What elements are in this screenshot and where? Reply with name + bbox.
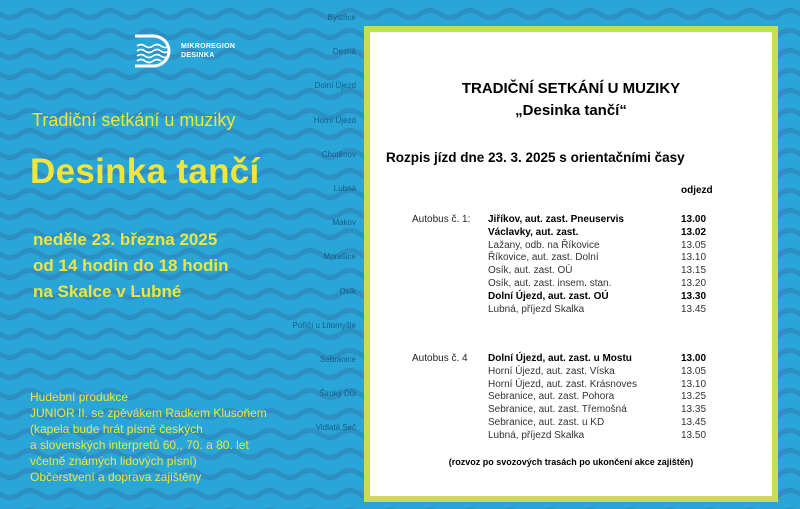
stop-name: Sebranice, aut. zast. u KD xyxy=(488,417,605,428)
village-name: Makov xyxy=(332,218,356,228)
village-name: Lubná xyxy=(333,184,356,193)
sheet-heading: Rozpis jízd dne 23. 3. 2025 s orientačními časy xyxy=(386,150,685,165)
event-subtitle: Tradiční setkání u muziky xyxy=(32,110,236,130)
stop-name: Václavky, aut. zast. xyxy=(488,226,579,238)
schedule-row xyxy=(488,366,718,379)
departure-time: 13.10 xyxy=(681,378,707,390)
schedule-row xyxy=(488,252,718,265)
departure-time: 13.15 xyxy=(681,265,707,277)
logo xyxy=(133,34,235,68)
event-when xyxy=(33,227,229,305)
departure-time: 13.50 xyxy=(681,429,707,441)
stop-name: Osík, aut. zast. insem. stan. xyxy=(488,278,612,289)
stop-name: Lubná, příjezd Skalka xyxy=(488,429,585,441)
schedule-row xyxy=(488,404,718,417)
departure-time: 13.25 xyxy=(681,391,707,403)
village-name: Desná xyxy=(332,47,356,57)
village-name: Osík xyxy=(339,286,356,296)
production-line: včetně známých lidových písní) xyxy=(30,454,197,468)
stop-name: Horní Újezd, aut. zast. Krásnoves xyxy=(488,378,637,390)
stop-name: Lubná, příjezd Skalka xyxy=(488,303,585,315)
logo-text xyxy=(181,42,235,60)
village-name: Dolní Újezd xyxy=(314,81,356,91)
stop-name: Dolní Újezd, aut. zast. OÚ xyxy=(488,290,609,302)
sheet-title: TRADIČNÍ SETKÁNÍ U MUZIKY xyxy=(461,80,681,97)
departure-time: 13.10 xyxy=(681,252,707,264)
logo-line2: DESINKA xyxy=(181,52,215,59)
village-name: Chotěnov xyxy=(321,149,356,159)
stop-name: Lažany, odb. na Říkovice xyxy=(488,239,600,251)
schedule-row xyxy=(488,430,718,443)
departure-time: 13.00 xyxy=(681,353,707,364)
departure-time: 13.45 xyxy=(681,417,707,428)
desinka-logo-icon xyxy=(133,34,177,68)
sheet-note: (rozvoz po svozových trasách po ukončení akce zajištěn) xyxy=(448,457,694,467)
stop-name: Sebranice, aut. zast. Třemošná xyxy=(488,404,627,416)
sheet-subtitle: „Desinka tančí“ xyxy=(515,102,627,119)
stop-name: Jiříkov, aut. zast. Pneuservis xyxy=(488,214,624,225)
departure-time: 13.45 xyxy=(681,303,707,315)
schedule-row xyxy=(488,353,718,366)
event-time: od 14 hodin do 18 hodin xyxy=(33,256,229,275)
village-name: Bystřice xyxy=(327,13,356,22)
departure-time: 13.05 xyxy=(681,239,707,251)
stop-name: Dolní Újezd, aut. zast. u Mostu xyxy=(488,353,632,364)
stop-name: Říkovice, aut. zast. Dolní xyxy=(488,252,599,264)
production-info xyxy=(30,389,267,485)
production-line: (kapela bude hrát písně českých xyxy=(30,422,203,436)
departure-time: 13.02 xyxy=(681,226,707,238)
schedule-row xyxy=(488,240,718,253)
schedule-sheet xyxy=(364,26,778,502)
schedule-row xyxy=(488,214,718,227)
production-line: JUNIOR II. se zpěvákem Radkem Klusoňem xyxy=(30,406,267,420)
event-place: na Skalce v Lubné xyxy=(33,282,182,301)
schedule-row xyxy=(488,304,718,317)
departure-time: 13.35 xyxy=(681,404,707,416)
bus-label: Autobus č. 4 xyxy=(412,353,468,364)
schedule-row xyxy=(488,379,718,392)
schedule-row xyxy=(488,278,718,291)
village-name: Poříčí u Litomyšle xyxy=(292,320,356,330)
schedule-row xyxy=(488,265,718,278)
schedule-row xyxy=(488,391,718,404)
stop-name: Osík, aut. zast. OÚ xyxy=(488,265,573,277)
schedule-row xyxy=(488,291,718,304)
departure-time: 13.00 xyxy=(681,214,707,225)
village-name: Horní Újezd xyxy=(313,115,356,125)
production-line: a slovenských interpretů 60., 70. a 80. let xyxy=(30,438,249,452)
departure-time: 13.30 xyxy=(681,290,707,302)
stop-name: Sebranice, aut. zast. Pohora xyxy=(488,391,615,403)
event-date: neděle 23. března 2025 xyxy=(33,230,218,249)
village-name: Sebranice xyxy=(319,355,356,364)
production-line: Občerstvení a doprava zajištěny xyxy=(30,470,202,484)
departure-time: 13.20 xyxy=(681,278,707,289)
village-name: Morašice xyxy=(323,252,356,262)
bus-label: Autobus č. 1: xyxy=(412,214,471,225)
schedule-row xyxy=(488,227,718,240)
logo-line1: MIKROREGION xyxy=(181,43,236,50)
event-title: Desinka tančí xyxy=(30,152,260,191)
production-line: Hudební produkce xyxy=(30,390,129,404)
village-name: Široký Důl xyxy=(319,389,356,399)
schedule-row xyxy=(488,417,718,430)
stop-name: Horní Újezd, aut. zast. Víska xyxy=(488,365,615,377)
departure-header: odjezd xyxy=(681,185,713,196)
departure-time: 13.05 xyxy=(681,365,707,377)
village-name: Vidlatá Seč xyxy=(315,423,356,433)
